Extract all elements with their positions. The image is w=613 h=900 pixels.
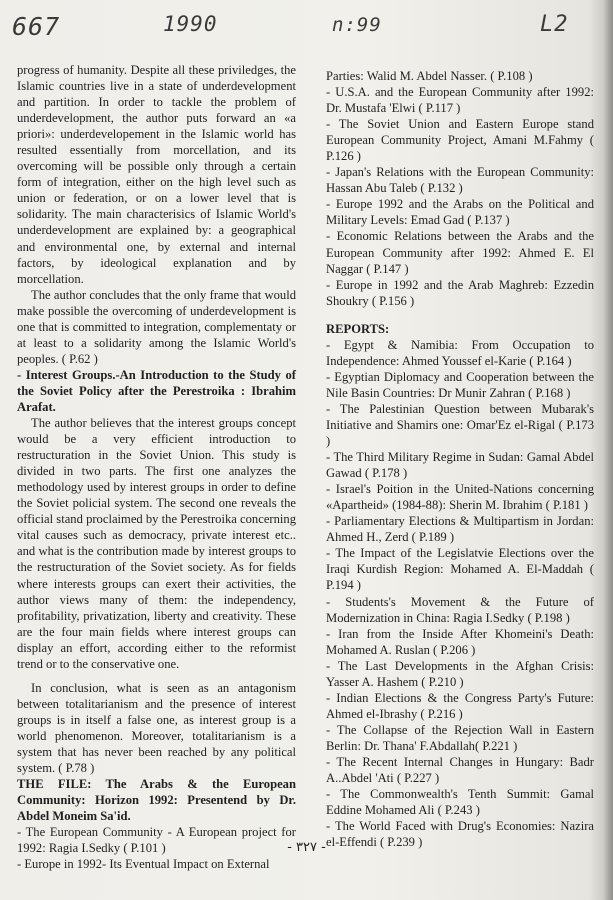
file-entry: - Japan's Relations with the European Community: Hassan Abu Taleb ( P.132 ) (326, 165, 594, 196)
reports-heading: REPORTS: (326, 321, 390, 336)
report-entry: - Indian Elections & the Congress Party's Future: Ahmed el-Ibrashy ( P.216 ) (326, 690, 594, 721)
report-entry: - The Collapse of the Rejection Wall in Eastern Berlin: Dr. Thana' F.Abdallah( P.221 ) (326, 722, 594, 753)
report-entry: - Parliamentary Elections & Multipartism in Jordan: Ahmed H., Zerd ( P.189 ) (326, 514, 594, 545)
paragraph: progress of humanity. Despite all these priviledges, the Islamic countries live in a state of underdevelopment and partition. In order to tackle the problem of underdevelopment, the author puts forward an «a priori»: underdevelopement in the Islamic world has resulted essentially from morcellation, and its overcoming will be possible only through a certain form of integration, either on the high level such as union or federation, or on a lower level that is solidarity. The main characterisics of Islamic World's underdevelopment are explained by: a geographical and environmental one, by external and internal factors, by ideological explanation and by morcellation. (17, 63, 296, 286)
report-entry: - Egypt & Namibia: From Occupation to Independence: Ahmed Youssef el-Karie ( P.164 ) (326, 337, 594, 368)
reports-entries (326, 337, 594, 851)
file-entry: - Europe in 1992 and the Arab Maghreb: Ezzedin Shoukry ( P.156 ) (326, 277, 594, 308)
report-entry: - Iran from the Inside After Khomeini's Death: Mohamed A. Ruslan ( P.206 ) (326, 626, 594, 657)
file-entry: - Economic Relations between the Arabs and the European Community after 1992: Ahmed E. El Naggar ( P.147 ) (326, 229, 594, 276)
report-entry: - Israel's Poition in the United-Nations concerning «Apartheid» (1984-88): Sherin M. Ibrahim ( P.181 ) (326, 482, 594, 513)
handwritten-year: 1990 (163, 12, 218, 36)
report-entry: - The Impact of the Legislatvie Elections over the Iraqi Kurdish Region: Mohamed A. El-Maddah ( P.194 ) (326, 546, 594, 593)
file-entries (326, 68, 594, 309)
handwritten-number: 667 (12, 12, 61, 41)
paragraph: - Europe in 1992- Its Eventual Impact on External (17, 857, 270, 872)
report-entry: - The Palestinian Question between Mubarak's Initiative and Shamirs one: Omar'Ez el-Rigal ( P.173 ) (326, 401, 594, 449)
section-heading: THE FILE: The Arabs & the European Community: Horizon 1992: Presentend by Dr. Abdel Moneim Sa'id. (17, 777, 296, 824)
file-entry: Parties: Walid M. Abdel Nasser. ( P.108 ) (326, 69, 533, 83)
file-entry: - U.S.A. and the European Community after 1992: Dr. Mustafa 'Elwi ( P.117 ) (326, 85, 594, 116)
handwritten-issue: n:99 (332, 14, 382, 36)
report-entry: - The Last Developments in the Afghan Crisis: Yasser A. Hashem ( P.210 ) (326, 658, 594, 689)
report-entry: - Students's Movement & the Future of Modernization in China: Ragia I.Sedky ( P.198 ) (326, 594, 594, 625)
file-entry: - The Soviet Union and Eastern Europe stand European Community Project, Amani M.Fahmy ( P.126 ) (326, 117, 594, 164)
binding-shadow (603, 0, 613, 900)
left-column (17, 62, 296, 872)
report-entry: - The Commonwealth's Tenth Summit: Gamal Eddine Mohamed Ali ( P.243 ) (326, 787, 594, 818)
paragraph: In conclusion, what is seen as an antagonism between totalitarianism and the presence of interest groups is in itself a false one, as interest group is a world phenomenon. Moreover, totalitarianism is a system that has never been reached by any political system. ( P.78 ) (17, 680, 296, 776)
section-heading: - Interest Groups.-An Introduction to the Study of the Soviet Policy after the Perestroika : Ibrahim Arafat. (17, 367, 296, 414)
paragraph: The author believes that the interest groups concept would be a very efficient introduction to restructuration in the Soviet Union. This study is divided in two parts. The first one analyzes the methodology used by interest groups in order to define the Soviet policial system. The second one reveals the official stand proclaimed by the Perestroika concerning vital causes such as democracy, private interest etc.. and what is the contribution made by interest groups to the restructuration of the Soviet society. As for fields where interests groups can exert their activities, the author views many of them: the independency, profitability, privatization, liberty and creativity. These are the four main fields where interest groups can display an effort, according either to the reformist trend or to the conservative one. (17, 416, 296, 671)
report-entry: - The Third Military Regime in Sudan: Gamal Abdel Gawad ( P.178 ) (326, 450, 594, 481)
paragraph: - The European Community - A European project for 1992: Ragia I.Sedky ( P.101 ) (17, 825, 296, 856)
report-entry: - Egyptian Diplomacy and Cooperation between the Nile Basin Countries: Dr Munir Zahran ( P.168 ) (326, 369, 594, 400)
report-entry: - The World Faced with Drug's Economies: Nazira el-Effendi ( P.239 ) (326, 819, 594, 850)
file-entry: - Europe 1992 and the Arabs on the Political and Military Levels: Emad Gad ( P.137 ) (326, 197, 594, 228)
handwritten-mark: L2 (540, 12, 569, 37)
report-entry: - The Recent Internal Changes in Hungary: Badr A..Abdel 'Ati ( P.227 ) (326, 754, 594, 786)
right-column (326, 68, 594, 850)
page-number: - ٣٢٧ - (287, 840, 326, 855)
paragraph: The author concludes that the only frame that would make possible the overcoming of underdevelopment is one that is committed to integration, complementaty or at least to a solidarity among the Islamic World's peoples. ( P.62 ) (17, 287, 296, 366)
